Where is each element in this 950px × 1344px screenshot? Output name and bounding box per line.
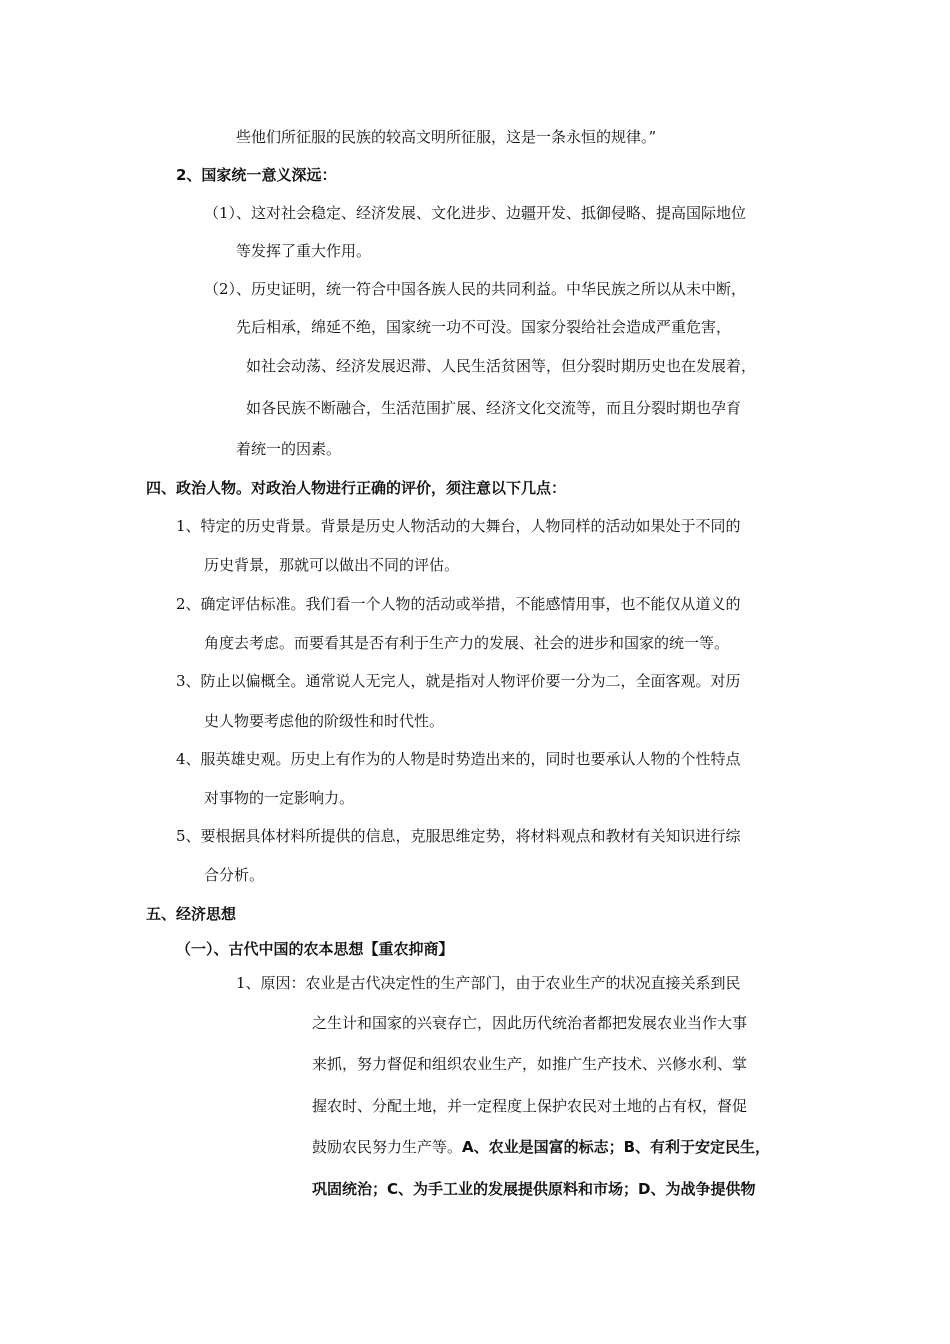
paragraph-line: （1）、这对社会稳定、经济发展、文化进步、边疆开发、抵御侵略、提高国际地位 <box>204 204 747 222</box>
paragraph-line: 如各民族不断融合，生活范围扩展、经济文化交流等，而且分裂时期也孕育 <box>246 399 742 417</box>
quote-continuation: 些他们所征服的民族的较高文明所征服，这是一条永恒的规律。” <box>236 128 657 146</box>
list-item-continuation: 角度去考虑。而要看其是否有利于生产力的发展、社会的进步和国家的统一等。 <box>204 634 730 652</box>
paragraph-line: 等发挥了重大作用。 <box>236 242 372 260</box>
plain-text: 鼓励农民努力生产等。 <box>312 1138 463 1156</box>
paragraph-line: 1、原因：农业是古代决定性的生产部门，由于农业生产的状况直接关系到民 <box>236 974 741 992</box>
list-item: 3、防止以偏概全。通常说人无完人，就是指对人物评价要一分为二，全面客观。对历 <box>176 672 741 690</box>
paragraph-line: 之生计和国家的兴衰存亡，因此历代统治者都把发展农业当作大事 <box>312 1014 748 1032</box>
paragraph-line: 来抓，努力督促和组织农业生产，如推广生产技术、兴修水利、掌 <box>312 1055 748 1073</box>
paragraph-line: 先后相承，绵延不绝，国家统一功不可没。国家分裂给社会造成严重危害， <box>236 318 732 336</box>
section-4-heading: 四、政治人物。对政治人物进行正确的评价，须注意以下几点： <box>146 479 567 497</box>
bold-paragraph-line: 巩固统治；C、为手工业的发展提供原料和市场；D、为战争提供物 <box>312 1180 756 1198</box>
bold-text: A、农业是国富的标志；B、有利于安定民生， <box>462 1138 771 1156</box>
list-item: 2、确定评估标准。我们看一个人物的活动或举措，不能感情用事，也不能仅从道义的 <box>176 595 741 613</box>
list-item: 1、特定的历史背景。背景是历史人物活动的大舞台，人物同样的活动如果处于不同的 <box>176 517 741 535</box>
subsection-heading: （一）、古代中国的农本思想【重农抑商】 <box>176 940 454 958</box>
list-item-continuation: 合分析。 <box>204 866 265 884</box>
section-5-heading: 五、经济思想 <box>146 905 237 923</box>
list-item: 4、服英雄史观。历史上有作为的人物是时势造出来的，同时也要承认人物的个性特点 <box>176 750 741 768</box>
paragraph-line: 如社会动荡、经济发展迟滞、人民生活贫困等，但分裂时期历史也在发展着， <box>246 357 757 375</box>
list-item-continuation: 历史背景，那就可以做出不同的评估。 <box>204 556 460 574</box>
section-2-heading: 2、国家统一意义深远： <box>176 166 337 184</box>
list-item-continuation: 史人物要考虑他的阶级性和时代性。 <box>204 712 445 730</box>
paragraph-line <box>312 1137 770 1157</box>
paragraph-line: 着统一的因素。 <box>236 440 342 458</box>
paragraph-line: （2）、历史证明，统一符合中国各族人民的共同利益。中华民族之所以从未中断， <box>204 280 747 298</box>
paragraph-line: 握农时、分配土地，并一定程度上保护农民对土地的占有权，督促 <box>312 1097 748 1115</box>
list-item-continuation: 对事物的一定影响力。 <box>204 789 355 807</box>
list-item: 5、要根据具体材料所提供的信息，克服思维定势，将材料观点和教材有关知识进行综 <box>176 827 741 845</box>
